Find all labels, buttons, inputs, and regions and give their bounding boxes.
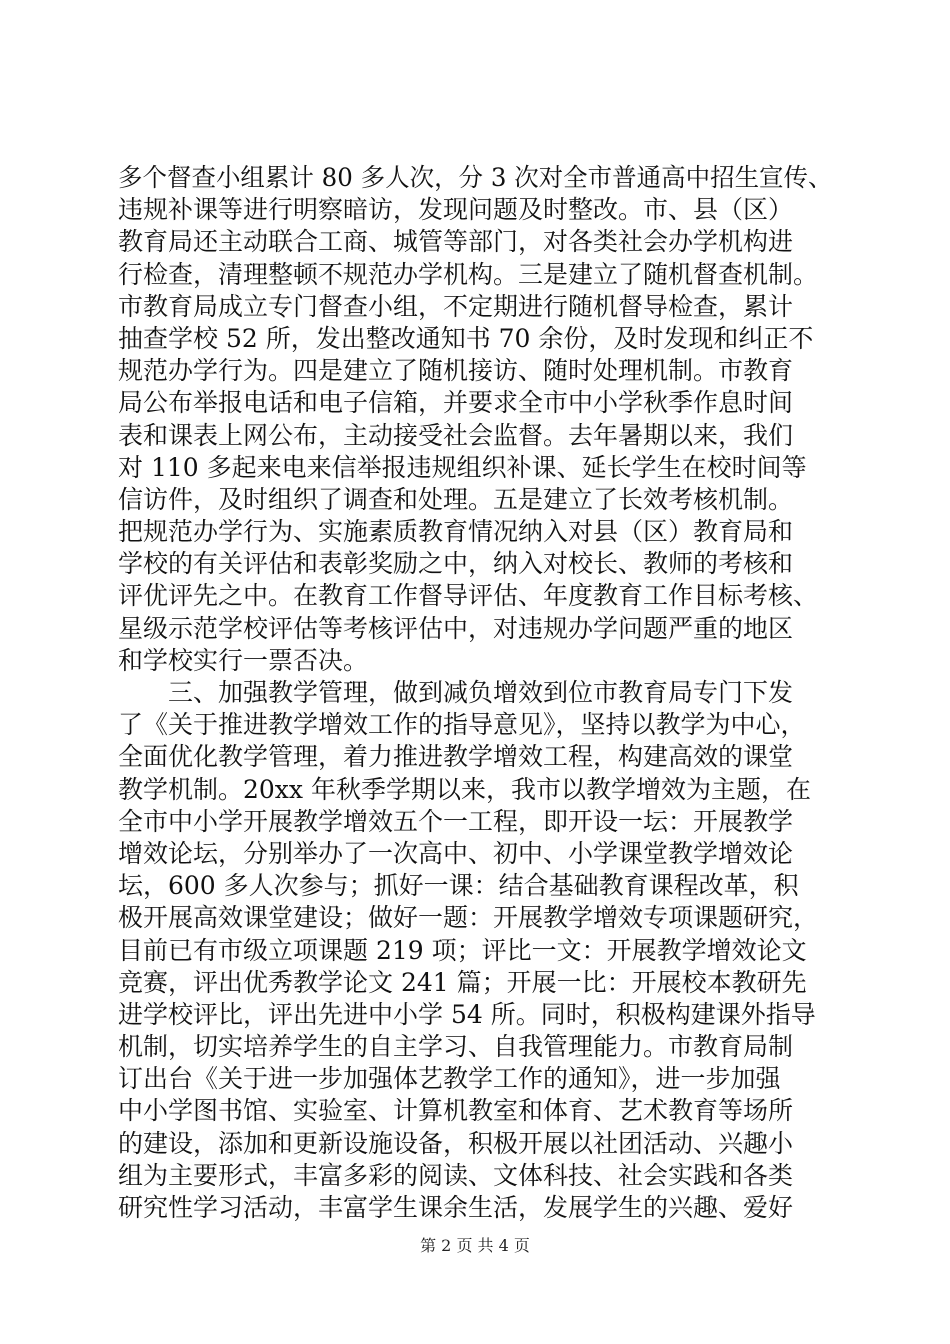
text-line: 竞赛，评出优秀教学论文 241 篇；开展一比：开展校本教研先	[118, 967, 807, 997]
text-line: 订出台《关于进一步加强体艺教学工作的通知》，进一步加强	[118, 1064, 781, 1094]
page-footer: 第 2 页 共 4 页	[420, 1236, 530, 1255]
text-line: 多个督查小组累计 80 多人次，分 3 次对全市普通高中招生宣传、	[118, 163, 833, 192]
text-line: 表和课表上网公布，主动接受社会监督。去年暑期以来，我们	[118, 420, 794, 450]
text-line: 违规补课等进行明察暗访，发现问题及时整改。市、县（区）	[118, 195, 794, 225]
text-line: 信访件，及时组织了调查和处理。五是建立了长效考核机制。	[118, 484, 794, 514]
text-line: 目前已有市级立项课题 219 项；评比一文：开展教学增效论文	[118, 935, 807, 965]
text-line: 进学校评比，评出先进中小学 54 所。同时，积极构建课外指导	[118, 999, 816, 1029]
text-line: 了《关于推进教学增效工作的指导意见》，坚持以教学为中心，	[118, 710, 806, 740]
text-line: 增效论坛，分别举办了一次高中、初中、小学课堂教学增效论	[118, 838, 794, 868]
text-line: 机制，切实培养学生的自主学习、自我管理能力。市教育局制	[118, 1032, 794, 1062]
text-line: 市教育局成立专门督查小组，不定期进行随机督导检查，累计	[118, 291, 794, 321]
body-text	[118, 162, 833, 1224]
text-line: 坛，600 多人次参与；抓好一课：结合基础教育课程改革，积	[118, 871, 799, 901]
text-line: 和学校实行一票否决。	[118, 645, 369, 675]
text-line: 局公布举报电话和电子信箱，并要求全市中小学秋季作息时间	[118, 388, 794, 418]
text-line: 教学机制。20xx 年秋季学期以来，我市以教学增效为主题，在	[118, 774, 811, 804]
text-line: 中小学图书馆、实验室、计算机教室和体育、艺术教育等场所	[118, 1096, 794, 1126]
text-line: 极开展高效课堂建设；做好一题：开展教学增效专项课题研究，	[118, 903, 819, 933]
text-line: 学校的有关评估和表彰奖励之中，纳入对校长、教师的考核和	[118, 549, 794, 579]
text-line: 的建设，添加和更新设施设备，积极开展以社团活动、兴趣小	[118, 1128, 794, 1158]
text-line: 三、加强教学管理，做到减负增效到位市教育局专门下发	[118, 678, 794, 707]
text-line: 研究性学习活动，丰富学生课余生活，发展学生的兴趣、爱好	[118, 1193, 794, 1222]
text-line: 行检查，清理整顿不规范办学机构。三是建立了随机督查机制。	[118, 259, 819, 289]
text-line: 教育局还主动联合工商、城管等部门，对各类社会办学机构进	[118, 227, 794, 257]
text-line: 规范办学行为。四是建立了随机接访、随时处理机制。市教育	[118, 356, 794, 386]
text-line: 对 110 多起来电来信举报违规组织补课、延长学生在校时间等	[118, 452, 807, 482]
text-line: 把规范办学行为、实施素质教育情况纳入对县（区）教育局和	[118, 517, 794, 547]
text-line: 全面优化教学管理，着力推进教学增效工程，构建高效的课堂	[118, 742, 794, 772]
text-line: 组为主要形式，丰富多彩的阅读、文体科技、社会实践和各类	[118, 1160, 794, 1190]
text-line: 抽查学校 52 所，发出整改通知书 70 余份，及时发现和纠正不	[118, 323, 814, 353]
text-line: 全市中小学开展教学增效五个一工程，即开设一坛：开展教学	[118, 806, 794, 836]
text-line: 星级示范学校评估等考核评估中，对违规办学问题严重的地区	[118, 613, 794, 643]
text-line: 评优评先之中。在教育工作督导评估、年度教育工作目标考核、	[118, 581, 819, 611]
